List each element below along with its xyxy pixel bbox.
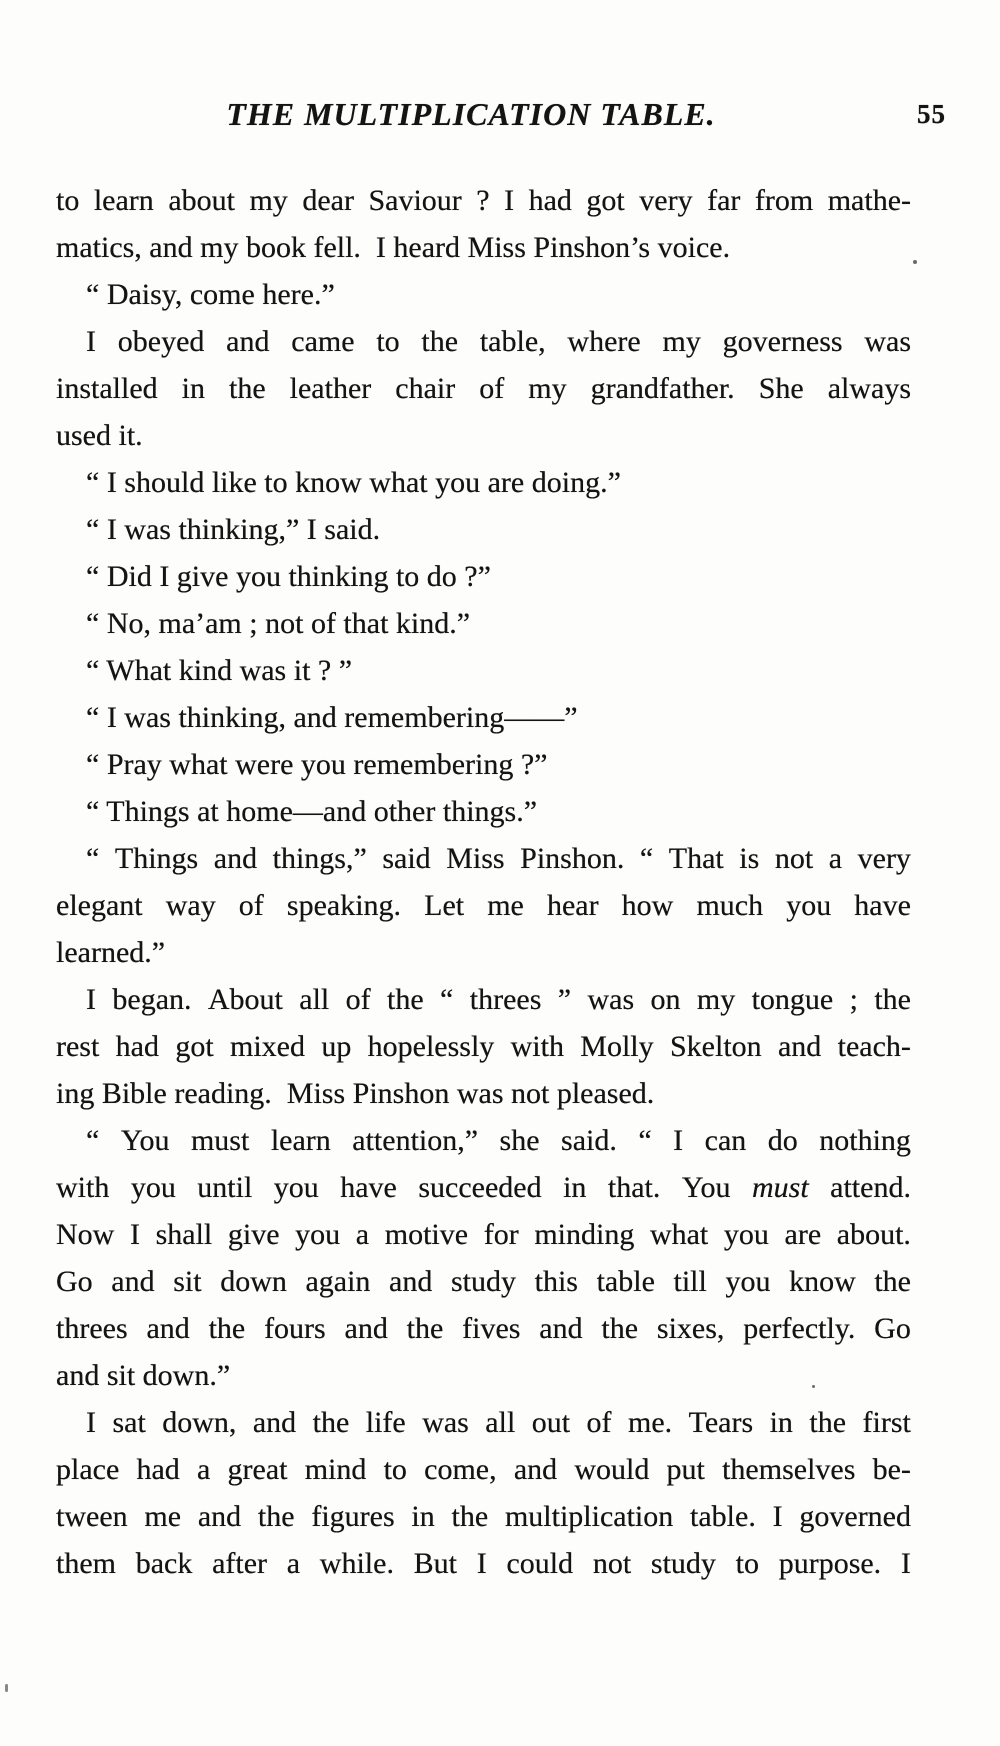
word: was [422, 1406, 469, 1439]
word: where [567, 325, 641, 358]
word: my [249, 184, 288, 217]
word: and [389, 1265, 433, 1298]
word: hear [546, 889, 599, 922]
word: table [596, 1265, 655, 1298]
word: Go [56, 1265, 93, 1298]
word: threes [56, 1312, 128, 1345]
text-segment: matics, and my book fell. I heard Miss Pinshon’s voice. [56, 231, 731, 264]
word: know [789, 1265, 856, 1298]
word: do [767, 1124, 798, 1157]
word: was [864, 325, 911, 358]
word: the [421, 325, 459, 358]
text-line [56, 1305, 911, 1352]
text-line [56, 365, 911, 412]
word: and [111, 1265, 155, 1298]
word: from [754, 184, 814, 217]
word: my [528, 372, 567, 405]
word: Things [114, 842, 199, 875]
word: I [86, 1406, 96, 1439]
word: ? [476, 184, 490, 217]
word: down [220, 1265, 287, 1298]
text-line [56, 1399, 911, 1446]
word: up [321, 1030, 352, 1063]
word: must [190, 1124, 250, 1157]
word: I [772, 1500, 783, 1533]
word: not [774, 842, 814, 875]
word: about. [836, 1218, 911, 1251]
word: always [827, 372, 911, 405]
word: About [207, 983, 283, 1016]
word: purpose. [778, 1547, 882, 1580]
word: and [777, 1030, 822, 1063]
word: you [273, 1171, 319, 1204]
word: you [786, 889, 832, 922]
text-line [56, 1352, 911, 1399]
word: figures [311, 1500, 395, 1533]
word: had [528, 184, 572, 217]
text-segment: used it. [56, 419, 143, 452]
word: not [592, 1547, 632, 1580]
word: about [168, 184, 235, 217]
word: came [291, 325, 355, 358]
word: what [649, 1218, 709, 1251]
word: said. [561, 1124, 617, 1157]
word: she [499, 1124, 540, 1157]
word: was [587, 983, 635, 1016]
word: Miss [446, 842, 505, 875]
word: after [212, 1547, 268, 1580]
text-line [56, 224, 911, 271]
text-line [56, 788, 911, 835]
word: very [639, 184, 693, 217]
word: me. [628, 1406, 673, 1439]
word: succeeded [418, 1171, 542, 1204]
word: governed [799, 1500, 911, 1533]
word: have [340, 1171, 397, 1204]
word: a [828, 842, 843, 875]
word: You [120, 1124, 170, 1157]
word: and [513, 1453, 558, 1486]
word: had [115, 1030, 159, 1063]
word: hopelessly [367, 1030, 495, 1063]
text-line [56, 271, 911, 318]
word: sit [173, 1265, 202, 1298]
page-body [56, 177, 911, 1587]
word: mixed [229, 1030, 305, 1063]
word: in [563, 1171, 587, 1204]
text-line [56, 1117, 911, 1164]
word: obeyed [117, 325, 205, 358]
word: elegant [56, 889, 143, 922]
text-line [56, 553, 911, 600]
word: you [130, 1171, 176, 1204]
running-title: THE MULTIPLICATION TABLE. [226, 96, 716, 132]
word: study [650, 1547, 716, 1580]
word: first [862, 1406, 911, 1439]
text-line [56, 1070, 911, 1117]
word: until [197, 1171, 253, 1204]
word: Tears [688, 1406, 754, 1439]
text-line [56, 1023, 911, 1070]
word: and [252, 1406, 297, 1439]
text-segment: “ I was thinking,” I said. [86, 513, 381, 546]
word: till [673, 1265, 707, 1298]
word: table, [479, 325, 546, 358]
word: of [479, 372, 505, 405]
text-segment: “ Daisy, come here.” [86, 278, 335, 311]
word: me [487, 889, 524, 922]
word: with [510, 1030, 564, 1063]
scan-artifact [5, 1684, 8, 1692]
word: out [531, 1406, 571, 1439]
word: learn [270, 1124, 331, 1157]
word: how [621, 889, 674, 922]
word: She [758, 372, 804, 405]
text-line [56, 647, 911, 694]
word: be- [872, 1453, 911, 1486]
word: all [299, 983, 330, 1016]
word: and [197, 1500, 242, 1533]
word: life [365, 1406, 406, 1439]
word: the [387, 983, 424, 1016]
word: far [707, 184, 741, 217]
word: you [723, 1218, 769, 1251]
text-segment: ing Bible reading. Miss Pinshon was not pleased. [56, 1077, 655, 1110]
word: “ [638, 1124, 652, 1157]
word: you [725, 1265, 771, 1298]
word: the [229, 372, 266, 405]
word: of [586, 1406, 612, 1439]
word: But [413, 1547, 458, 1580]
word: and [146, 1312, 190, 1345]
text-segment: “ I was thinking, and remembering——” [86, 701, 578, 734]
word: the [257, 1500, 295, 1533]
text-line [56, 741, 911, 788]
word: the [208, 1312, 246, 1345]
word: to [383, 1453, 407, 1486]
text-line [56, 600, 911, 647]
word: my [696, 983, 736, 1016]
word: all [485, 1406, 516, 1439]
text-segment: learned.” [56, 936, 166, 969]
word: tween [56, 1500, 128, 1533]
word: shall [155, 1218, 213, 1251]
word: and [213, 842, 258, 875]
word: great [227, 1453, 288, 1486]
scan-artifact [913, 260, 917, 264]
text-line [56, 882, 911, 929]
word: speaking. [286, 889, 402, 922]
text-line [56, 318, 911, 365]
word: in [769, 1406, 793, 1439]
word: of [238, 889, 264, 922]
word: chair [395, 372, 456, 405]
text-line [56, 1493, 911, 1540]
page-number: 55 [917, 99, 946, 129]
text-segment: “ What kind was it ? ” [86, 654, 353, 687]
word: in [181, 372, 205, 405]
text-line [56, 835, 911, 882]
word: much [696, 889, 764, 922]
word: I [86, 325, 96, 358]
word: “ [639, 842, 654, 875]
word: dear [302, 184, 354, 217]
word: “ [86, 842, 100, 875]
text-segment: “ Pray what were you remembering ?” [86, 748, 548, 781]
word: ; [849, 983, 858, 1016]
word: I [86, 983, 96, 1016]
word: got [586, 184, 625, 217]
word: them [56, 1547, 116, 1580]
word: the [601, 1312, 639, 1345]
word: That [668, 842, 724, 875]
text-segment: “ Things at home—and other things.” [86, 795, 538, 828]
word: my [662, 325, 701, 358]
word: to [735, 1547, 759, 1580]
word: got [175, 1030, 214, 1063]
word: the [809, 1406, 847, 1439]
word: down, [162, 1406, 237, 1439]
word: I [900, 1547, 911, 1580]
word: had [136, 1453, 180, 1486]
text-line [56, 1540, 911, 1587]
word: and [539, 1312, 583, 1345]
word: a [286, 1547, 301, 1580]
word: have [854, 889, 911, 922]
word: sat [112, 1406, 146, 1439]
word: study [450, 1265, 516, 1298]
word: must [752, 1171, 809, 1204]
word: is [739, 842, 760, 875]
word: for [483, 1218, 519, 1251]
word: to [56, 184, 80, 217]
word: and [344, 1312, 388, 1345]
word: and [226, 325, 270, 358]
text-line [56, 459, 911, 506]
word: the [874, 983, 911, 1016]
word: governess [722, 325, 843, 358]
word: place [56, 1453, 120, 1486]
word: nothing [819, 1124, 911, 1157]
word: could [506, 1547, 574, 1580]
text-line [56, 412, 911, 459]
word: fours [264, 1312, 326, 1345]
word: themselves [722, 1453, 856, 1486]
text-line [56, 694, 911, 741]
word: mind [304, 1453, 367, 1486]
word: to [376, 325, 400, 358]
word: way [165, 889, 216, 922]
word: learn [93, 184, 154, 217]
word: would [574, 1453, 650, 1486]
text-line [56, 1258, 911, 1305]
word: can [704, 1124, 747, 1157]
word: with [56, 1171, 110, 1204]
word: me [144, 1500, 182, 1533]
word: you [295, 1218, 341, 1251]
word: a [197, 1453, 211, 1486]
text-line [56, 177, 911, 224]
word: Molly [580, 1030, 654, 1063]
word: the [451, 1500, 489, 1533]
word: teach- [837, 1030, 911, 1063]
word: multiplication [504, 1500, 674, 1533]
scan-artifact [812, 1385, 815, 1388]
word: threes [469, 983, 542, 1016]
text-segment: “ Did I give you thinking to do ?” [86, 560, 491, 593]
word: tongue [751, 983, 834, 1016]
text-line [56, 1211, 911, 1258]
word: the [312, 1406, 350, 1439]
word: installed [56, 372, 158, 405]
word: ” [557, 983, 572, 1016]
word: come, [424, 1453, 497, 1486]
word: You [681, 1171, 731, 1204]
word: back [135, 1547, 193, 1580]
word: mathe- [827, 184, 911, 217]
word: that. [607, 1171, 661, 1204]
word: on [650, 983, 681, 1016]
text-segment: “ I should like to know what you are doing.” [86, 466, 621, 499]
word: attend. [830, 1171, 911, 1204]
word: I [129, 1218, 140, 1251]
word: attention,” [352, 1124, 479, 1157]
word: are [784, 1218, 822, 1251]
word: this [534, 1265, 578, 1298]
word: said [382, 842, 431, 875]
word: very [857, 842, 911, 875]
word: Skelton [669, 1030, 762, 1063]
word: of [345, 983, 371, 1016]
word: began. [112, 983, 192, 1016]
word: in [411, 1500, 435, 1533]
word: Go [874, 1312, 911, 1345]
word: “ [440, 983, 454, 1016]
word: I [476, 1547, 487, 1580]
text-line [56, 1446, 911, 1493]
text-line [56, 929, 911, 976]
word: the [874, 1265, 911, 1298]
page-header [56, 96, 946, 136]
word: grandfather. [590, 372, 735, 405]
word: I [673, 1124, 684, 1157]
text-line [56, 976, 911, 1023]
word: leather [289, 372, 372, 405]
text-line [56, 506, 911, 553]
word: table. [690, 1500, 756, 1533]
word: minding [534, 1218, 635, 1251]
word: again [305, 1265, 371, 1298]
text-segment: and sit down.” [56, 1359, 231, 1392]
word: Let [424, 889, 465, 922]
word: Now [56, 1218, 115, 1251]
word: the [406, 1312, 444, 1345]
word: motive [384, 1218, 469, 1251]
word: perfectly. [743, 1312, 856, 1345]
word: rest [56, 1030, 100, 1063]
text-segment: “ No, ma’am ; not of that kind.” [86, 607, 471, 640]
word: things,” [272, 842, 367, 875]
word: sixes, [656, 1312, 725, 1345]
word: Pinshon. [520, 842, 625, 875]
word: “ [86, 1124, 100, 1157]
word: Saviour [368, 184, 462, 217]
word: put [666, 1453, 705, 1486]
word: a [355, 1218, 370, 1251]
text-line [56, 1164, 911, 1211]
word: I [504, 184, 515, 217]
word: fives [462, 1312, 521, 1345]
word: give [227, 1218, 280, 1251]
word: while. [319, 1547, 394, 1580]
